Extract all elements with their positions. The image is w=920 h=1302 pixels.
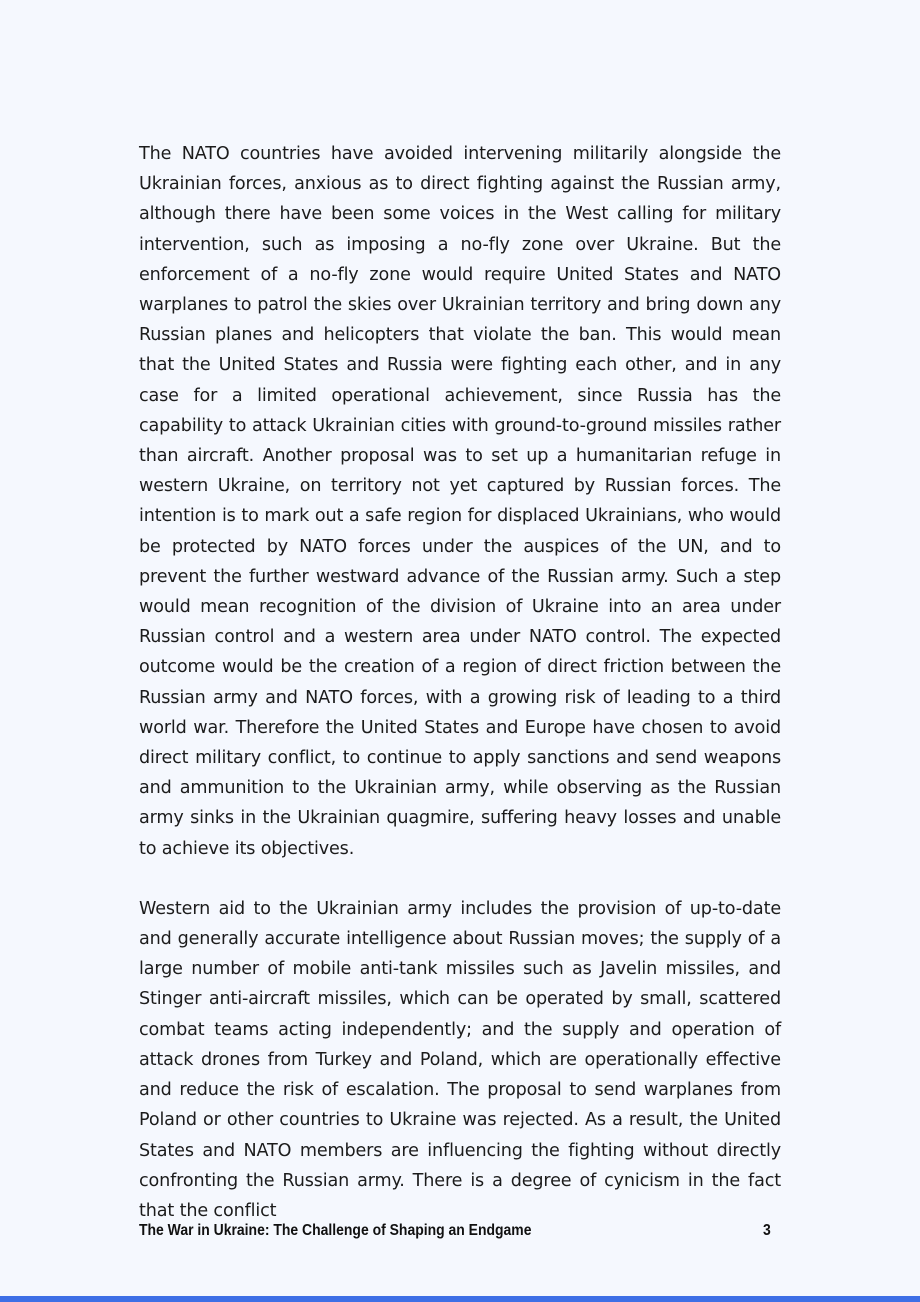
bottom-accent-bar	[0, 1296, 920, 1302]
body-paragraph: The NATO countries have avoided intervening militarily alongside the Ukrainian forces, anxious as to direct fighting against the Russian army, although there have been some voices in the West calling for military intervention, such as imposing a no-fly zone over Ukraine. But the enforcement of a no-fly zone would require United States and NATO warplanes to patrol the skies over Ukrainian territory and bring down any Russian planes and helicopters that violate the ban. This would mean that the United States and Russia were fighting each other, and in any case for a limited operational achievement, since Russia has the capability to attack Ukrainian cities with ground-to-ground missiles rather than aircraft. Another proposal was to set up a humanitarian refuge in western Ukraine, on territory not yet captured by Russian forces. The intention is to mark out a safe region for displaced Ukrainians, who would be protected by NATO forces under the auspices of the UN, and to prevent the further westward advance of the Russian army. Such a step would mean recognition of the division of Ukraine into an area under Russian control and a western area under NATO control. The expected outcome would be the creation of a region of direct friction between the Russian army and NATO forces, with a growing risk of leading to a third world war. Therefore the United States and Europe have chosen to avoid direct military conflict, to continue to apply sanctions and send weapons and ammunition to the Ukrainian army, while observing as the Russian army sinks in the Ukrainian quagmire, suffering heavy losses and unable to achieve its objectives.	[139, 144, 781, 859]
footer-title: The War in Ukraine: The Challenge of Shaping an Endgame	[139, 1222, 532, 1239]
page-number: 3	[763, 1222, 771, 1239]
page-footer	[139, 1222, 771, 1240]
body-paragraph: Western aid to the Ukrainian army includes the provision of up-to-date and generally accurate intelligence about Russian moves; the supply of a large number of mobile anti-tank missiles such as Javelin missiles, and Stinger anti-aircraft missiles, which can be operated by small, scattered combat teams acting independently; and the supply and operation of attack drones from Turkey and Poland, which are operationally effective and reduce the risk of escalation. The proposal to send warplanes from Poland or other countries to Ukraine was rejected. As a result, the United States and NATO members are influencing the fighting without directly confronting the Russian army. There is a degree of cynicism in the fact that the conflict	[139, 898, 781, 1221]
page-body	[139, 139, 781, 1256]
